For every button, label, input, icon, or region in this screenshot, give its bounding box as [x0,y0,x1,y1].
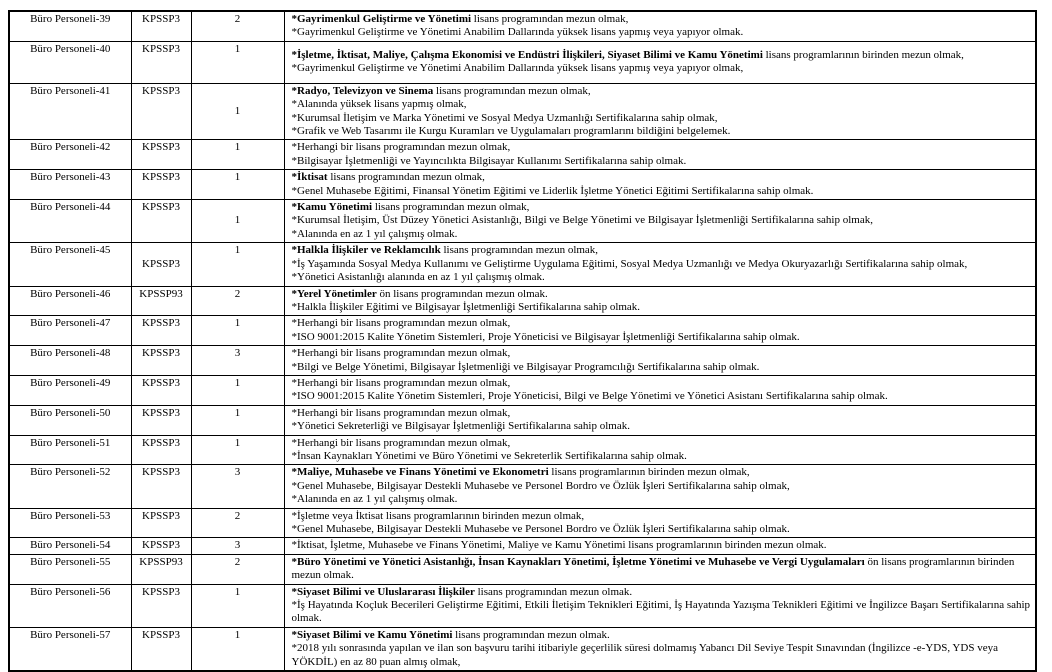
requirement-text: lisans programından mezun olmak, [433,84,591,97]
requirement-line [292,317,1034,330]
requirement-line [292,466,1034,479]
score-type-cell: KPSSP3 [131,584,191,627]
program-name-bold: *Büro Yönetimi ve Yönetici Asistanlığı, İnsan Kaynakları Yönetimi, İşletme Yönetimi ve Muhasebe ve Vergi Uygulamaları [291,555,865,568]
count-cell: 1 [191,243,284,286]
requirement-text: *Herhangi bir lisans programından mezun olmak, [291,436,511,449]
requirement-text: *İnsan Kaynakları Yönetimi ve Büro Yönetimi ve Sekreterlik Sertifikalarına sahip olmak. [291,449,687,462]
score-type-cell: KPSSP3 [131,375,191,405]
positions-table-body [9,11,1036,671]
program-name-bold: *Gayrimenkul Geliştirme ve Yönetimi [291,13,472,25]
requirement-text: *Alanında en az 1 yıl çalışmış olmak. [291,493,458,506]
requirement-line [292,201,1034,214]
requirement-text: *Yönetici Asistanlığı alanında en az 1 yıl çalışmış olmak. [291,271,545,284]
requirements-cell [284,584,1036,627]
count-cell: 1 [191,41,284,83]
count-cell: 1 [191,200,284,243]
requirement-text: *Halkla İlişkiler Eğitimi ve Bilgisayar İşletmenliği Sertifikalarına sahip olmak. [291,300,641,313]
requirement-text: ön lisans programından mezun olmak. [376,287,548,300]
requirement-line [292,437,1034,450]
position-cell: Büro Personeli-41 [9,83,131,140]
program-name-bold: *Siyaset Bilimi ve Uluslararası İlişkiler [291,585,475,598]
table-row [9,538,1036,554]
score-type-cell: KPSSP3 [131,41,191,83]
position-cell: Büro Personeli-56 [9,584,131,627]
requirement-text: lisans programından mezun olmak, [471,13,629,25]
score-type-cell: KPSSP3 [131,405,191,435]
requirement-line [292,98,1034,111]
program-name-bold: *Yerel Yönetimler [291,287,377,300]
requirement-text: *Genel Muhasebe Eğitimi, Finansal Yönetim Eğitimi ve Liderlik İşletme Yönetici Eğitimi Sertifikalarına sahip olmak. [291,184,814,197]
requirement-line [292,185,1034,198]
requirement-line [292,420,1034,433]
requirements-cell [284,83,1036,140]
requirement-text: *Alanında en az 1 yıl çalışmış olmak. [291,227,458,240]
count-cell: 1 [191,140,284,170]
requirements-cell [284,627,1036,671]
requirement-text: *Herhangi bir lisans programından mezun olmak, [291,406,511,419]
score-type-cell: KPSSP93 [131,554,191,584]
position-cell: Büro Personeli-40 [9,41,131,83]
table-row [9,316,1036,346]
requirement-line [292,347,1034,360]
requirement-line [292,214,1034,227]
table-row [9,11,1036,41]
requirement-text: lisans programlarının birinden mezun olmak, [762,48,964,61]
requirement-line [292,125,1034,138]
table-row [9,346,1036,376]
requirement-text: *Genel Muhasebe, Bilgisayar Destekli Muhasebe ve Personel Bordro ve Özlük İşleri Sertifikalarına sahip olmak. [291,523,790,535]
table-row [9,508,1036,538]
program-name-bold: *Kamu Yönetimi [291,201,373,214]
requirement-line [292,26,1034,39]
requirement-text: *İş Yaşamında Sosyal Medya Kullanımı ve Geliştirme Uygulama Eğitimi, Sosyal Medya Uzmanlığı ve Medya Okuryazarlığı Sertifikalarına sahip olmak, [291,257,968,270]
requirements-cell [284,435,1036,465]
requirement-line [292,361,1034,374]
requirements-cell [284,538,1036,554]
requirements-cell [284,170,1036,200]
requirement-line [292,390,1034,403]
table-row [9,140,1036,170]
program-name-bold: *İşletme, İktisat, Maliye, Çalışma Ekonomisi ve Endüstri İlişkileri, Siyaset Bilimi ve Kamu Yönetimi [291,48,763,61]
requirement-line [292,407,1034,420]
requirement-text: *Genel Muhasebe, Bilgisayar Destekli Muhasebe ve Personel Bordro ve Özlük İşleri Sertifikalarına sahip olmak, [291,479,790,492]
count-cell: 1 [191,375,284,405]
count-cell: 1 [191,584,284,627]
requirements-cell [284,375,1036,405]
table-row [9,41,1036,83]
requirement-text: *Herhangi bir lisans programından mezun olmak, [291,141,511,154]
requirements-cell [284,316,1036,346]
requirement-line [292,258,1034,271]
program-name-bold: *Halkla İlişkiler ve Reklamcılık [291,244,441,257]
table-row [9,435,1036,465]
count-cell: 2 [191,11,284,41]
position-cell: Büro Personeli-42 [9,140,131,170]
position-cell: Büro Personeli-57 [9,627,131,671]
requirement-text: *İktisat, İşletme, Muhasebe ve Finans Yönetimi, Maliye ve Kamu Yönetimi lisans programlarının birinden mezun olmak. [291,539,827,552]
requirement-text: *Alanında yüksek lisans yapmış olmak, [291,98,467,111]
requirement-line [292,228,1034,241]
requirement-line [292,556,1034,583]
requirement-text: lisans programından mezun olmak. [452,628,610,641]
score-type-cell: KPSSP3 [131,346,191,376]
table-row [9,170,1036,200]
table-row [9,405,1036,435]
count-cell: 1 [191,405,284,435]
requirement-line [292,377,1034,390]
requirement-text: lisans programından mezun olmak, [327,171,485,184]
requirements-cell [284,286,1036,316]
requirement-text: ön lisans programlarının birinden mezun olmak. [291,555,1015,582]
position-cell: Büro Personeli-48 [9,346,131,376]
requirement-line [292,288,1034,301]
score-type-cell: KPSSP3 [131,538,191,554]
requirement-text: *Gayrimenkul Geliştirme ve Yönetimi Anabilim Dallarında yüksek lisans yapmış veya yapıyor olmak, [291,62,744,75]
score-type-cell: KPSSP3 [131,435,191,465]
requirement-text: lisans programından mezun olmak, [440,244,599,257]
requirement-line [292,510,1034,523]
score-type-cell: KPSSP3 [131,11,191,41]
position-cell: Büro Personeli-53 [9,508,131,538]
requirement-line [292,62,1034,75]
position-cell: Büro Personeli-45 [9,243,131,286]
requirement-line [292,171,1034,184]
requirement-text: *Grafik ve Web Tasarımı ile Kurgu Kuramları ve Uygulamaları programlarını bildiğini belgelemek. [291,125,731,138]
requirement-text: lisans programından mezun olmak. [474,585,633,598]
requirement-line [292,450,1034,463]
score-type-cell: KPSSP3 [131,140,191,170]
count-cell: 1 [191,627,284,671]
table-row [9,554,1036,584]
requirement-line [292,301,1034,314]
count-cell: 2 [191,508,284,538]
position-cell: Büro Personeli-44 [9,200,131,243]
requirement-line [292,49,1034,62]
table-row [9,627,1036,671]
requirement-line [292,85,1034,98]
position-cell: Büro Personeli-47 [9,316,131,346]
requirement-text: *ISO 9001:2015 Kalite Yönetim Sistemleri, Proje Yöneticisi, Bilgi ve Belge Yönetimi ve Yönetici Asistanı Sertifikalarına sahip olmak. [291,390,888,403]
requirement-text: *Herhangi bir lisans programından mezun olmak, [291,376,511,389]
position-cell: Büro Personeli-39 [9,11,131,41]
score-type-cell: KPSSP3 [131,200,191,243]
table-row [9,200,1036,243]
position-cell: Büro Personeli-49 [9,375,131,405]
score-type-cell: KPSSP93 [131,286,191,316]
requirement-text: *İş Hayatında Koçluk Becerileri Geliştirme Eğitimi, Etkili İletişim Teknikleri Eğitimi, İş Hayatında Yazışma Teknikleri Eğitimi ve İngilizce Başarı Sertifikalarına sahip olmak. [291,599,1031,625]
position-cell: Büro Personeli-55 [9,554,131,584]
position-cell: Büro Personeli-46 [9,286,131,316]
requirement-text: *Herhangi bir lisans programından mezun olmak, [291,347,511,360]
requirement-line [292,493,1034,506]
requirement-line [292,539,1034,552]
requirement-text: *2018 yılı sonrasında yapılan ve ilan son başvuru tarihi itibariyle geçerlilik süresi dolmamış Yabancı Dil Seviye Tespit Sınavından (İngilizce -e-YDS, YDS veya YÖKDİL) en az 80 puan almış olmak, [291,642,998,668]
requirements-cell [284,41,1036,83]
requirements-cell [284,405,1036,435]
score-type-cell: KPSSP3 [131,83,191,140]
count-cell: 1 [191,316,284,346]
requirement-text: lisans programlarının birinden mezun olmak, [548,466,750,479]
score-type-cell: KPSSP3 [131,627,191,671]
position-cell: Büro Personeli-50 [9,405,131,435]
requirement-text: *Kurumsal İletişim ve Marka Yönetimi ve Sosyal Medya Uzmanlığı Sertifikalarına sahip olmak, [291,111,718,124]
requirement-text: *Yönetici Sekreterliği ve Bilgisayar İşletmenliği Sertifikalarına sahip olmak. [291,420,630,433]
requirement-line [292,244,1034,257]
count-cell: 3 [191,538,284,554]
requirement-line [292,155,1034,168]
requirement-line [292,112,1034,125]
score-type-cell: KPSSP3 [131,170,191,200]
position-cell: Büro Personeli-52 [9,465,131,508]
requirement-line [292,331,1034,344]
program-name-bold: *Siyaset Bilimi ve Kamu Yönetimi [291,628,453,641]
table-row [9,465,1036,508]
requirement-line [292,586,1034,599]
requirement-line [292,629,1034,642]
requirement-text: *Herhangi bir lisans programından mezun olmak, [291,317,511,330]
requirement-line [292,13,1034,26]
requirements-cell [284,465,1036,508]
table-row [9,584,1036,627]
requirement-line [292,642,1034,669]
position-cell: Büro Personeli-43 [9,170,131,200]
requirement-text: *Gayrimenkul Geliştirme ve Yönetimi Anabilim Dallarında yüksek lisans yapmış veya yapıyor olmak. [291,26,744,39]
requirement-text: lisans programından mezun olmak, [372,201,530,214]
table-row [9,83,1036,140]
count-cell: 3 [191,465,284,508]
requirements-cell [284,554,1036,584]
requirement-line [292,599,1034,626]
requirements-cell [284,200,1036,243]
requirements-cell [284,243,1036,286]
requirements-cell [284,140,1036,170]
program-name-bold: *Maliye, Muhasebe ve Finans Yönetimi ve Ekonometri [291,466,549,479]
requirements-cell [284,11,1036,41]
score-type-cell: KPSSP3 [131,243,191,286]
score-type-cell: KPSSP3 [131,508,191,538]
program-name-bold: *Radyo, Televizyon ve Sinema [291,84,434,97]
table-row [9,286,1036,316]
requirement-text: *Kurumsal İletişim, Üst Düzey Yönetici Asistanlığı, Bilgi ve Belge Yönetimi ve Bilgisayar İşletmenliği Sertifikalarına sahip olmak, [291,214,873,227]
requirement-text: *Bilgi ve Belge Yönetimi, Bilgisayar İşletmenliği ve Bilgisayar Programcılığı Sertifikalarına sahip olmak. [291,360,760,373]
count-cell: 2 [191,286,284,316]
position-cell: Büro Personeli-51 [9,435,131,465]
count-cell: 1 [191,435,284,465]
score-type-cell: KPSSP3 [131,465,191,508]
requirement-line [292,523,1034,536]
requirement-text: *Bilgisayar İşletmenliği ve Yayıncılıkta Bilgisayar Kullanımı Sertifikalarına sahip olmak. [291,154,687,167]
count-cell: 1 [191,170,284,200]
positions-table [8,10,1037,672]
score-type-cell: KPSSP3 [131,316,191,346]
requirement-line [292,141,1034,154]
table-row [9,243,1036,286]
table-row [9,375,1036,405]
requirements-cell [284,346,1036,376]
requirement-line [292,480,1034,493]
requirement-text: *İşletme veya İktisat lisans programlarının birinden mezun olmak, [291,509,585,522]
requirement-line [292,271,1034,284]
count-cell: 1 [191,83,284,140]
requirements-cell [284,508,1036,538]
program-name-bold: *İktisat [291,171,328,184]
position-cell: Büro Personeli-54 [9,538,131,554]
requirement-text: *ISO 9001:2015 Kalite Yönetim Sistemleri, Proje Yöneticisi ve Bilgisayar İşletmenliği Sertifikalarına sahip olmak. [291,330,800,343]
count-cell: 2 [191,554,284,584]
count-cell: 3 [191,346,284,376]
